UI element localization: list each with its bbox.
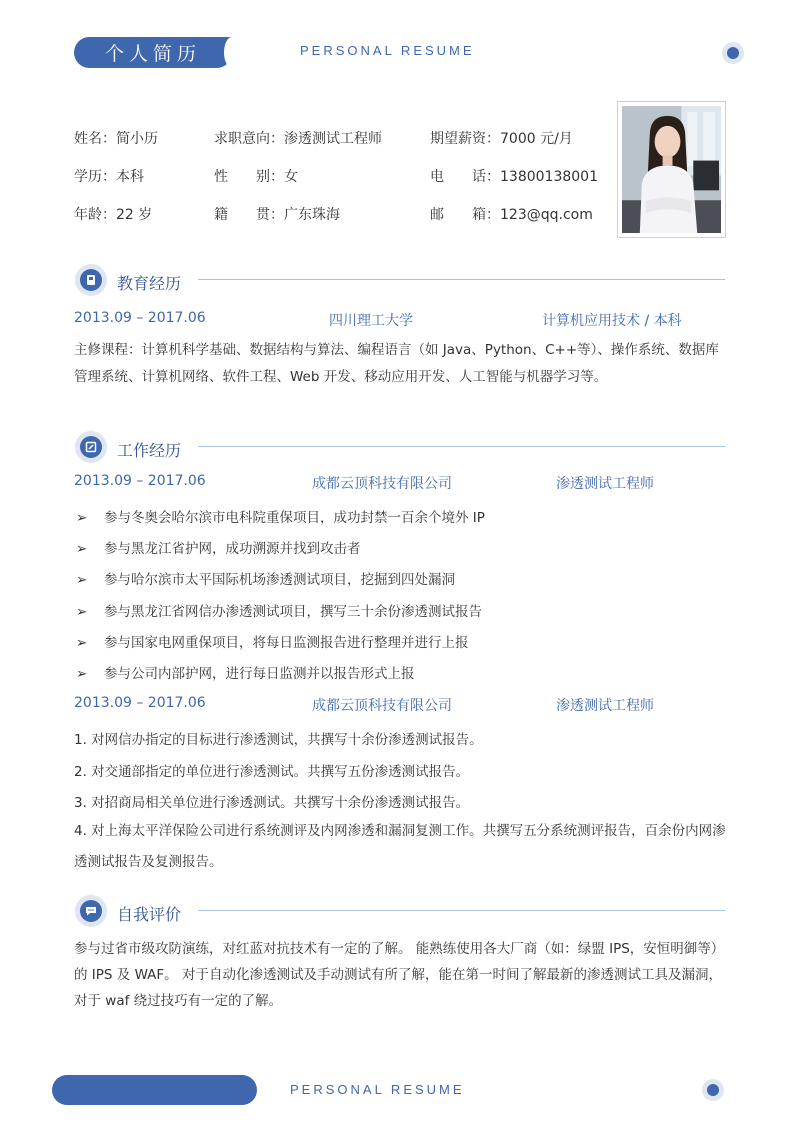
info-intention: 求职意向：渗透测试工程师 xyxy=(214,131,382,147)
job-2-item: 1. 对网信办指定的目标进行渗透测试，共撰写十余份渗透测试报告。 xyxy=(74,732,483,748)
info-email: 邮 箱：123@qq.com xyxy=(430,207,593,223)
footer-title-en: PERSONAL RESUME xyxy=(290,1082,465,1097)
job-1-item: ➢ 参与哈尔滨市太平国际机场渗透测试项目，挖掘到四处漏洞 xyxy=(76,572,455,588)
chat-icon xyxy=(75,895,107,927)
education-period: 2013.09 – 2017.06 xyxy=(74,310,206,326)
profile-photo-image xyxy=(622,106,721,233)
education-title: 教育经历 xyxy=(117,274,182,293)
arrow-icon: ➢ xyxy=(76,635,88,651)
edit-icon xyxy=(75,431,107,463)
info-gender: 性 别：女 xyxy=(214,169,298,185)
job-1-item: ➢ 参与黑龙江省网信办渗透测试项目，撰写三十余份渗透测试报告 xyxy=(76,604,482,620)
job-1-item: ➢ 参与国家电网重保项目，将每日监测报告进行整理并进行上报 xyxy=(76,635,469,651)
arrow-icon: ➢ xyxy=(76,541,88,557)
job-1-period: 2013.09 – 2017.06 xyxy=(74,473,206,489)
work-divider xyxy=(198,446,725,447)
arrow-icon: ➢ xyxy=(76,572,88,588)
job-1-item: ➢ 参与公司内部护网，进行每日监测并以报告形式上报 xyxy=(76,666,415,682)
job-2-position: 渗透测试工程师 xyxy=(556,698,654,714)
work-title: 工作经历 xyxy=(117,441,182,460)
job-1-item: ➢ 参与冬奥会哈尔滨市电科院重保项目，成功封禁一百余个境外 IP xyxy=(76,510,485,526)
resume-title-cn: 个人简历 xyxy=(104,43,201,65)
job-2-company: 成都云顶科技有限公司 xyxy=(312,698,452,714)
education-school: 四川理工大学 xyxy=(329,313,413,329)
header-dot-icon xyxy=(722,42,744,64)
self-divider xyxy=(198,910,725,911)
job-2-period: 2013.09 – 2017.06 xyxy=(74,695,206,711)
arrow-icon: ➢ xyxy=(76,666,88,682)
self-evaluation-text: 参与过省市级攻防演练，对红蓝对抗技术有一定的了解。 能熟练使用各大厂商（如：绿盟 IPS，安恒明御等）的 IPS 及 WAF。 对于自动化渗透测试及手动测试有所了解，能在第一时间了解最新的渗透测试工具及漏洞，对于 waf 绕过技巧有一定的了解。 xyxy=(74,941,725,1009)
job-2-item: 2. 对交通部指定的单位进行渗透测试。共撰写五份渗透测试报告。 xyxy=(74,764,470,780)
resume-title-en: PERSONAL RESUME xyxy=(300,43,475,58)
info-phone: 电 话：13800138001 xyxy=(430,169,598,185)
arrow-icon: ➢ xyxy=(76,604,88,620)
info-age: 年龄：22 岁 xyxy=(74,207,153,223)
info-hometown: 籍 贯：广东珠海 xyxy=(214,207,340,223)
job-2-item: 3. 对招商局相关单位进行渗透测试。共撰写十余份渗透测试报告。 xyxy=(74,795,470,811)
job-2-item: 4. 对上海太平洋保险公司进行系统测评及内网渗透和漏洞复测工作。共撰写五分系统测评报告，百余份内网渗透测试报告及复测报告。 xyxy=(74,823,726,870)
info-salary: 期望薪资：7000 元/月 xyxy=(430,131,573,147)
education-major: 计算机应用技术 / 本科 xyxy=(542,313,682,329)
job-1-company: 成都云顶科技有限公司 xyxy=(312,476,452,492)
arrow-icon: ➢ xyxy=(76,510,88,526)
profile-photo xyxy=(617,101,726,238)
footer-badge xyxy=(52,1075,257,1105)
self-title: 自我评价 xyxy=(117,905,182,924)
education-courses: 主修课程：计算机科学基础、数据结构与算法、编程语言（如 Java、Python、C++等）、操作系统、数据库管理系统、计算机网络、软件工程、Web 开发、移动应用开发、人工智能与机器学习等。 xyxy=(74,342,719,385)
job-1-position: 渗透测试工程师 xyxy=(556,476,654,492)
footer-dot-icon xyxy=(702,1079,724,1101)
info-education: 学历：本科 xyxy=(74,169,144,185)
info-name: 姓名：简小历 xyxy=(74,131,158,147)
education-icon xyxy=(75,264,107,296)
education-divider xyxy=(198,279,725,280)
job-1-item: ➢ 参与黑龙江省护网，成功溯源并找到攻击者 xyxy=(76,541,361,557)
resume-title-badge xyxy=(74,37,232,68)
